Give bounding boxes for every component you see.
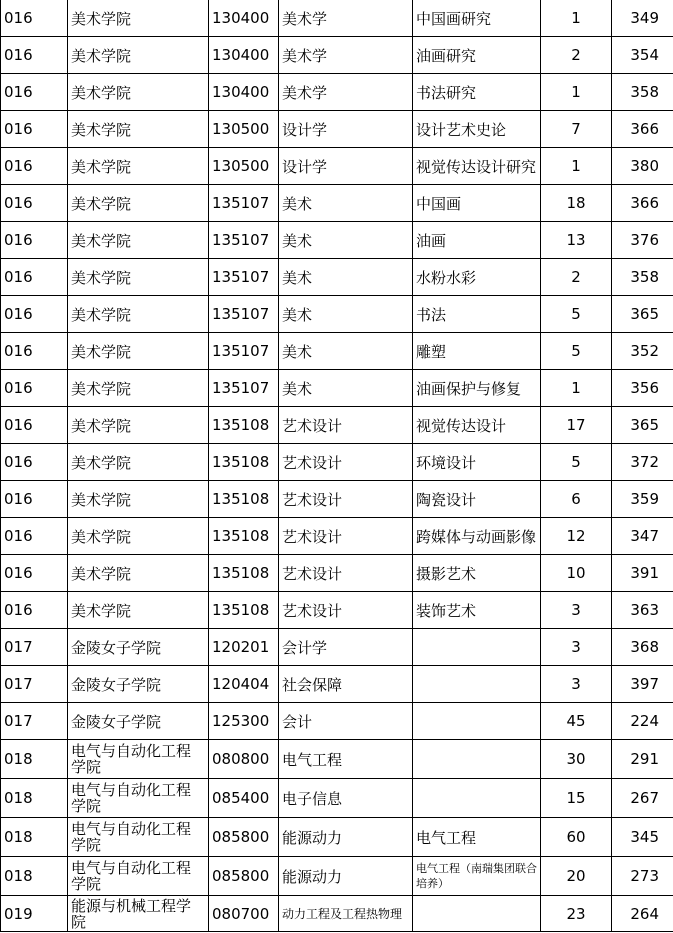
table-row [1, 333, 673, 370]
table-row [1, 148, 673, 185]
major-code-cell: 135108 [209, 592, 279, 629]
count-cell: 10 [541, 555, 612, 592]
major-name-cell: 美术 [279, 370, 413, 407]
score-cell: 347 [612, 518, 673, 555]
count-cell: 1 [541, 148, 612, 185]
major-name-cell: 设计学 [279, 111, 413, 148]
college-code-cell: 018 [1, 857, 68, 896]
major-code-cell: 130400 [209, 37, 279, 74]
score-cell: 366 [612, 111, 673, 148]
major-name-cell: 会计学 [279, 629, 413, 666]
college-name-cell: 电气与自动化工程学院 [68, 779, 209, 818]
major-code-cell: 135108 [209, 518, 279, 555]
table-row [1, 740, 673, 779]
college-name-cell: 美术学院 [68, 74, 209, 111]
score-cell: 372 [612, 444, 673, 481]
table-row [1, 592, 673, 629]
major-name-cell: 艺术设计 [279, 518, 413, 555]
direction-cell: 电气工程（南瑞集团联合培养） [413, 857, 541, 896]
college-code-cell: 016 [1, 259, 68, 296]
direction-cell [413, 703, 541, 740]
table-row [1, 779, 673, 818]
table-row [1, 703, 673, 740]
direction-cell: 中国画 [413, 185, 541, 222]
direction-cell: 摄影艺术 [413, 555, 541, 592]
score-cell: 349 [612, 0, 673, 37]
direction-cell [413, 779, 541, 818]
major-code-cell: 135107 [209, 296, 279, 333]
score-cell: 267 [612, 779, 673, 818]
direction-cell: 中国画研究 [413, 0, 541, 37]
count-cell: 60 [541, 818, 612, 857]
college-name-cell: 美术学院 [68, 185, 209, 222]
college-code-cell: 016 [1, 481, 68, 518]
college-name-cell: 电气与自动化工程学院 [68, 740, 209, 779]
college-code-cell: 016 [1, 148, 68, 185]
college-name-cell: 金陵女子学院 [68, 629, 209, 666]
major-name-cell: 艺术设计 [279, 555, 413, 592]
major-name-cell: 艺术设计 [279, 407, 413, 444]
major-name-cell: 电子信息 [279, 779, 413, 818]
major-name-cell: 艺术设计 [279, 444, 413, 481]
table-row [1, 666, 673, 703]
major-name-cell: 艺术设计 [279, 481, 413, 518]
table-row [1, 222, 673, 259]
major-code-cell: 130400 [209, 0, 279, 37]
major-name-cell: 社会保障 [279, 666, 413, 703]
college-code-cell: 016 [1, 518, 68, 555]
count-cell: 20 [541, 857, 612, 896]
count-cell: 23 [541, 896, 612, 932]
score-cell: 376 [612, 222, 673, 259]
direction-cell: 视觉传达设计研究 [413, 148, 541, 185]
score-cell: 365 [612, 296, 673, 333]
college-code-cell: 016 [1, 222, 68, 259]
score-cell: 368 [612, 629, 673, 666]
college-code-cell: 017 [1, 666, 68, 703]
table-body [1, 0, 673, 932]
major-code-cell: 135108 [209, 407, 279, 444]
college-code-cell: 016 [1, 0, 68, 37]
major-name-cell: 美术学 [279, 37, 413, 74]
direction-cell: 书法 [413, 296, 541, 333]
major-code-cell: 135107 [209, 222, 279, 259]
table-row [1, 555, 673, 592]
score-cell: 352 [612, 333, 673, 370]
count-cell: 6 [541, 481, 612, 518]
direction-cell: 陶瓷设计 [413, 481, 541, 518]
college-code-cell: 017 [1, 703, 68, 740]
major-name-cell: 美术 [279, 185, 413, 222]
table-row [1, 896, 673, 932]
major-name-cell: 美术 [279, 259, 413, 296]
score-cell: 365 [612, 407, 673, 444]
college-name-cell: 美术学院 [68, 481, 209, 518]
score-cell: 264 [612, 896, 673, 932]
college-name-cell: 美术学院 [68, 111, 209, 148]
direction-cell: 视觉传达设计 [413, 407, 541, 444]
direction-cell [413, 629, 541, 666]
count-cell: 7 [541, 111, 612, 148]
college-name-cell: 美术学院 [68, 259, 209, 296]
direction-cell: 油画 [413, 222, 541, 259]
major-name-cell: 电气工程 [279, 740, 413, 779]
major-name-cell: 美术 [279, 333, 413, 370]
college-name-cell: 美术学院 [68, 592, 209, 629]
score-cell: 363 [612, 592, 673, 629]
direction-cell: 油画研究 [413, 37, 541, 74]
count-cell: 5 [541, 444, 612, 481]
table-row [1, 259, 673, 296]
count-cell: 12 [541, 518, 612, 555]
direction-cell: 水粉水彩 [413, 259, 541, 296]
college-name-cell: 美术学院 [68, 222, 209, 259]
college-name-cell: 美术学院 [68, 407, 209, 444]
college-code-cell: 016 [1, 370, 68, 407]
college-code-cell: 018 [1, 779, 68, 818]
count-cell: 17 [541, 407, 612, 444]
major-code-cell: 120404 [209, 666, 279, 703]
major-code-cell: 135107 [209, 370, 279, 407]
college-code-cell: 018 [1, 740, 68, 779]
score-cell: 273 [612, 857, 673, 896]
count-cell: 1 [541, 370, 612, 407]
major-name-cell: 会计 [279, 703, 413, 740]
table-row [1, 407, 673, 444]
major-code-cell: 080700 [209, 896, 279, 932]
direction-cell: 装饰艺术 [413, 592, 541, 629]
table-row [1, 629, 673, 666]
college-name-cell: 美术学院 [68, 518, 209, 555]
direction-cell: 电气工程 [413, 818, 541, 857]
table-row [1, 0, 673, 37]
count-cell: 13 [541, 222, 612, 259]
score-cell: 224 [612, 703, 673, 740]
college-code-cell: 016 [1, 555, 68, 592]
count-cell: 18 [541, 185, 612, 222]
college-code-cell: 016 [1, 185, 68, 222]
direction-cell: 雕塑 [413, 333, 541, 370]
college-code-cell: 018 [1, 818, 68, 857]
major-code-cell: 135108 [209, 555, 279, 592]
major-code-cell: 135107 [209, 333, 279, 370]
score-cell: 391 [612, 555, 673, 592]
major-code-cell: 135107 [209, 259, 279, 296]
table-row [1, 818, 673, 857]
major-name-cell: 能源动力 [279, 818, 413, 857]
count-cell: 30 [541, 740, 612, 779]
direction-cell [413, 666, 541, 703]
table-row [1, 444, 673, 481]
major-name-cell: 设计学 [279, 148, 413, 185]
major-code-cell: 120201 [209, 629, 279, 666]
score-cell: 356 [612, 370, 673, 407]
direction-cell: 油画保护与修复 [413, 370, 541, 407]
college-name-cell: 电气与自动化工程学院 [68, 818, 209, 857]
table-row [1, 370, 673, 407]
major-code-cell: 135108 [209, 481, 279, 518]
table-row [1, 481, 673, 518]
score-cell: 397 [612, 666, 673, 703]
college-code-cell: 016 [1, 37, 68, 74]
score-cell: 366 [612, 185, 673, 222]
count-cell: 2 [541, 259, 612, 296]
score-cell: 359 [612, 481, 673, 518]
college-name-cell: 美术学院 [68, 0, 209, 37]
major-code-cell: 080800 [209, 740, 279, 779]
college-name-cell: 美术学院 [68, 296, 209, 333]
major-name-cell: 艺术设计 [279, 592, 413, 629]
major-code-cell: 135108 [209, 444, 279, 481]
major-name-cell: 美术学 [279, 0, 413, 37]
direction-cell: 环境设计 [413, 444, 541, 481]
table-row [1, 185, 673, 222]
college-name-cell: 美术学院 [68, 148, 209, 185]
score-cell: 291 [612, 740, 673, 779]
college-name-cell: 美术学院 [68, 37, 209, 74]
college-code-cell: 016 [1, 111, 68, 148]
college-code-cell: 016 [1, 444, 68, 481]
college-name-cell: 金陵女子学院 [68, 703, 209, 740]
major-code-cell: 085400 [209, 779, 279, 818]
direction-cell: 设计艺术史论 [413, 111, 541, 148]
table-row [1, 74, 673, 111]
table-row [1, 296, 673, 333]
major-name-cell: 能源动力 [279, 857, 413, 896]
count-cell: 3 [541, 592, 612, 629]
count-cell: 5 [541, 333, 612, 370]
direction-cell: 跨媒体与动画影像 [413, 518, 541, 555]
college-name-cell: 电气与自动化工程学院 [68, 857, 209, 896]
major-code-cell: 085800 [209, 857, 279, 896]
college-name-cell: 能源与机械工程学院 [68, 896, 209, 932]
major-code-cell: 085800 [209, 818, 279, 857]
major-name-cell: 美术 [279, 222, 413, 259]
count-cell: 3 [541, 666, 612, 703]
major-code-cell: 130500 [209, 111, 279, 148]
count-cell: 15 [541, 779, 612, 818]
count-cell: 1 [541, 0, 612, 37]
count-cell: 5 [541, 296, 612, 333]
major-code-cell: 130400 [209, 74, 279, 111]
college-name-cell: 金陵女子学院 [68, 666, 209, 703]
table-row [1, 111, 673, 148]
college-code-cell: 016 [1, 296, 68, 333]
college-name-cell: 美术学院 [68, 444, 209, 481]
college-code-cell: 016 [1, 74, 68, 111]
college-code-cell: 016 [1, 592, 68, 629]
score-cell: 358 [612, 74, 673, 111]
college-code-cell: 017 [1, 629, 68, 666]
table-row [1, 37, 673, 74]
college-name-cell: 美术学院 [68, 370, 209, 407]
score-cell: 345 [612, 818, 673, 857]
major-code-cell: 125300 [209, 703, 279, 740]
major-name-cell: 动力工程及工程热物理 [279, 896, 413, 932]
college-code-cell: 016 [1, 407, 68, 444]
direction-cell: 书法研究 [413, 74, 541, 111]
score-cell: 380 [612, 148, 673, 185]
direction-cell [413, 896, 541, 932]
count-cell: 1 [541, 74, 612, 111]
college-code-cell: 019 [1, 896, 68, 932]
score-cell: 354 [612, 37, 673, 74]
count-cell: 45 [541, 703, 612, 740]
major-code-cell: 130500 [209, 148, 279, 185]
major-name-cell: 美术学 [279, 74, 413, 111]
college-name-cell: 美术学院 [68, 333, 209, 370]
count-cell: 3 [541, 629, 612, 666]
major-code-cell: 135107 [209, 185, 279, 222]
score-cell: 358 [612, 259, 673, 296]
count-cell: 2 [541, 37, 612, 74]
major-name-cell: 美术 [279, 296, 413, 333]
direction-cell [413, 740, 541, 779]
table-row [1, 518, 673, 555]
college-name-cell: 美术学院 [68, 555, 209, 592]
college-code-cell: 016 [1, 333, 68, 370]
table-row [1, 857, 673, 896]
